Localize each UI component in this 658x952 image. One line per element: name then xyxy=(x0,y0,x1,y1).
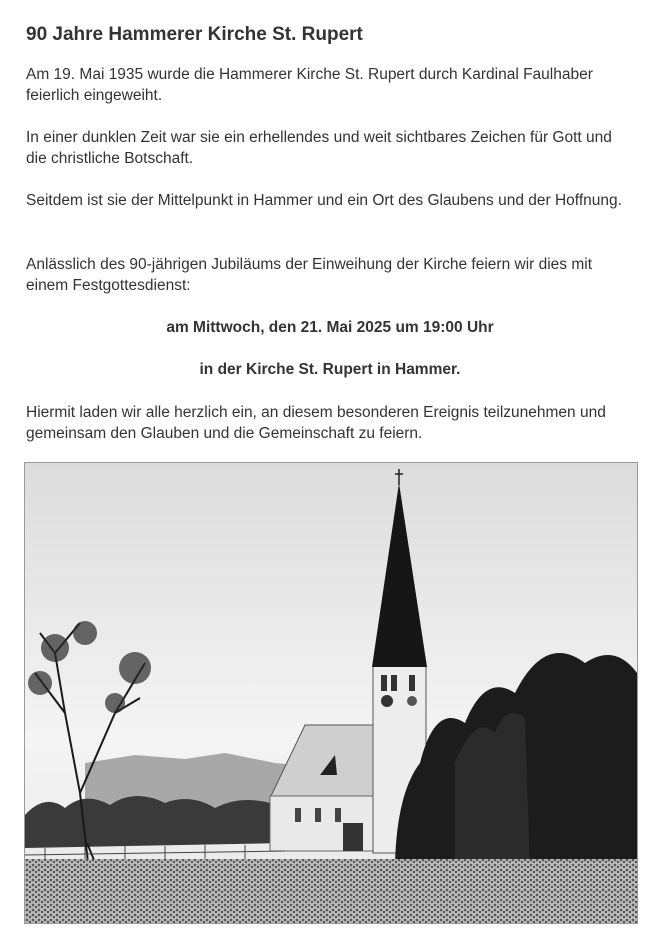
event-place: in der Kirche St. Rupert in Hammer. xyxy=(199,361,461,378)
church-nave xyxy=(270,796,385,851)
event-date: am Mittwoch, den 21. Mai 2025 um 19:00 Uhr xyxy=(166,319,494,336)
history-paragraph: In einer dunklen Zeit war sie ein erhellendes und weit sichtbares Zeichen für Gott und die christliche Botschaft. xyxy=(26,129,612,167)
significance-paragraph: Seitdem ist sie der Mittelpunkt in Hammer und ein Ort des Glaubens und der Hoffnung. xyxy=(26,192,622,209)
page-title: 90 Jahre Hammerer Kirche St. Rupert xyxy=(26,24,363,45)
tower-clock xyxy=(381,695,393,707)
anniversary-paragraph: Anlässlich des 90-jährigen Jubiläums der Einweihung der Kirche feiern wir dies mit einem Festgottesdienst: xyxy=(26,256,593,294)
meadow xyxy=(25,859,637,923)
church-illustration xyxy=(25,463,637,923)
church-photo xyxy=(24,462,638,924)
closing-paragraph: Hiermit laden wir alle herzlich ein, an diesem besonderen Ereignis teilzunehmen und gemeinsam den Glauben und die Gemeinschaft zu feiern. xyxy=(26,404,606,442)
church-door xyxy=(343,823,363,851)
intro-paragraph: Am 19. Mai 1935 wurde die Hammerer Kirche St. Rupert durch Kardinal Faulhaber feierlich eingeweiht. xyxy=(26,66,593,104)
